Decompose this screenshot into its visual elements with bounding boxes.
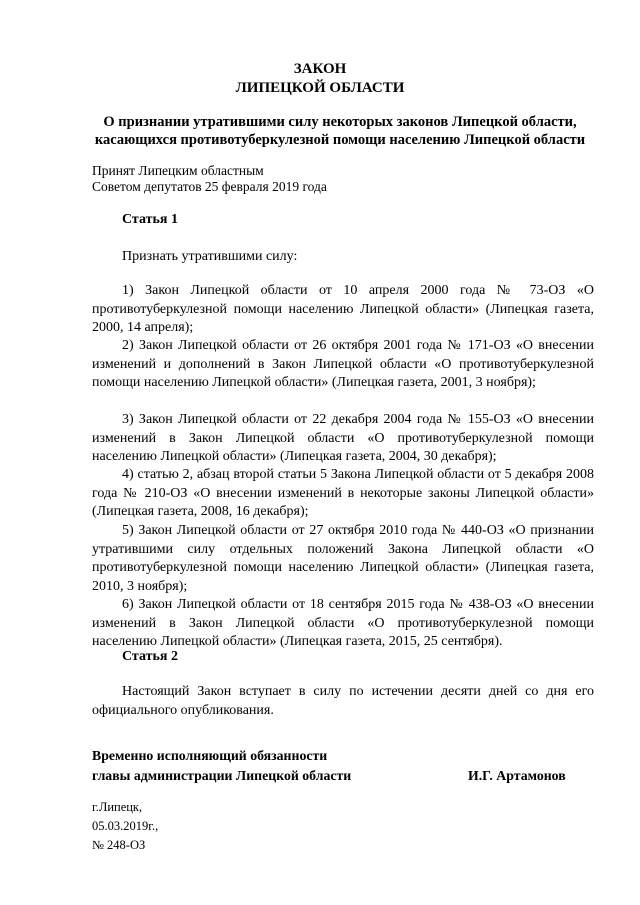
signatory-position bbox=[92, 746, 351, 786]
footer-block bbox=[92, 798, 158, 855]
doc-region-title: ЛИПЕЦКОЙ ОБЛАСТИ bbox=[235, 80, 405, 96]
doc-subtitle: О признании утратившими силу некоторых законов Липецкой области, касающихся противотуберкулезной помощи населению Липецкой области bbox=[94, 114, 586, 148]
article-1-item-5: 5) Закон Липецкой области от 27 октября 2010 года № 440-ОЗ «О признании утратившими силу отдельных положений Закона Липецкой области «О противотуберкулезной помощи населению Липецкой области» (Липецкая газета, 2010, 3 ноября); bbox=[92, 523, 594, 594]
article-2-heading: Статья 2 bbox=[122, 649, 178, 664]
signatory-position-line-2: главы администрации Липецкой области bbox=[92, 768, 352, 783]
article-1-item-2: 2) Закон Липецкой области от 26 октября 2001 года № 171-ОЗ «О внесении изменений и дополнений в Закон Липецкой области «О противотуберкулезной помощи населению Липецкой области» (Липецкая газета, 2001, 3 ноября); bbox=[92, 338, 594, 391]
article-1-heading: Статья 1 bbox=[122, 212, 178, 227]
footer-date: 05.03.2019г., bbox=[92, 819, 159, 833]
footer-city: г.Липецк, bbox=[92, 800, 143, 814]
signatory-name: И.Г. Артамонов bbox=[468, 768, 566, 783]
doc-type-title: ЗАКОН bbox=[293, 61, 347, 77]
article-1-intro: Признать утратившими силу: bbox=[122, 249, 298, 264]
adoption-line-2: Советом депутатов 25 февраля 2019 года bbox=[92, 179, 327, 194]
article-2-text: Настоящий Закон вступает в силу по истечении десяти дней со дня его официального опубликования. bbox=[92, 684, 594, 718]
footer-number: № 248-ОЗ bbox=[92, 838, 146, 852]
adoption-line-1: Принят Липецким областным bbox=[92, 163, 264, 178]
article-1-item-1: 1) Закон Липецкой области от 10 апреля 2000 года № 73-ОЗ «О противотуберкулезной помощи населению Липецкой области» (Липецкая газета, 2000, 14 апреля); bbox=[92, 283, 594, 336]
article-1-item-4: 4) статью 2, абзац второй статьи 5 Закона Липецкой области от 5 декабря 2008 года № 210-ОЗ «О внесении изменений в некоторые законы Липецкой области» (Липецкая газета, 2008, 16 декабря); bbox=[92, 467, 594, 520]
article-1-item-3: 3) Закон Липецкой области от 22 декабря 2004 года № 155-ОЗ «О внесении изменений в Закон Липецкой области «О противотуберкулезной помощи населению Липецкой области» (Липецкая газета, 2004, 30 декабря); bbox=[92, 412, 594, 465]
adoption-note bbox=[92, 163, 327, 195]
signatory-position-line-1: Временно исполняющий обязанности bbox=[92, 748, 328, 763]
article-1-item-6: 6) Закон Липецкой области от 18 сентября 2015 года № 438-ОЗ «О внесении изменений в Закон Липецкой области «О противотуберкулезной помощи населению Липецкой области» (Липецкая газета, 2015, 25 сентября). bbox=[92, 597, 594, 650]
